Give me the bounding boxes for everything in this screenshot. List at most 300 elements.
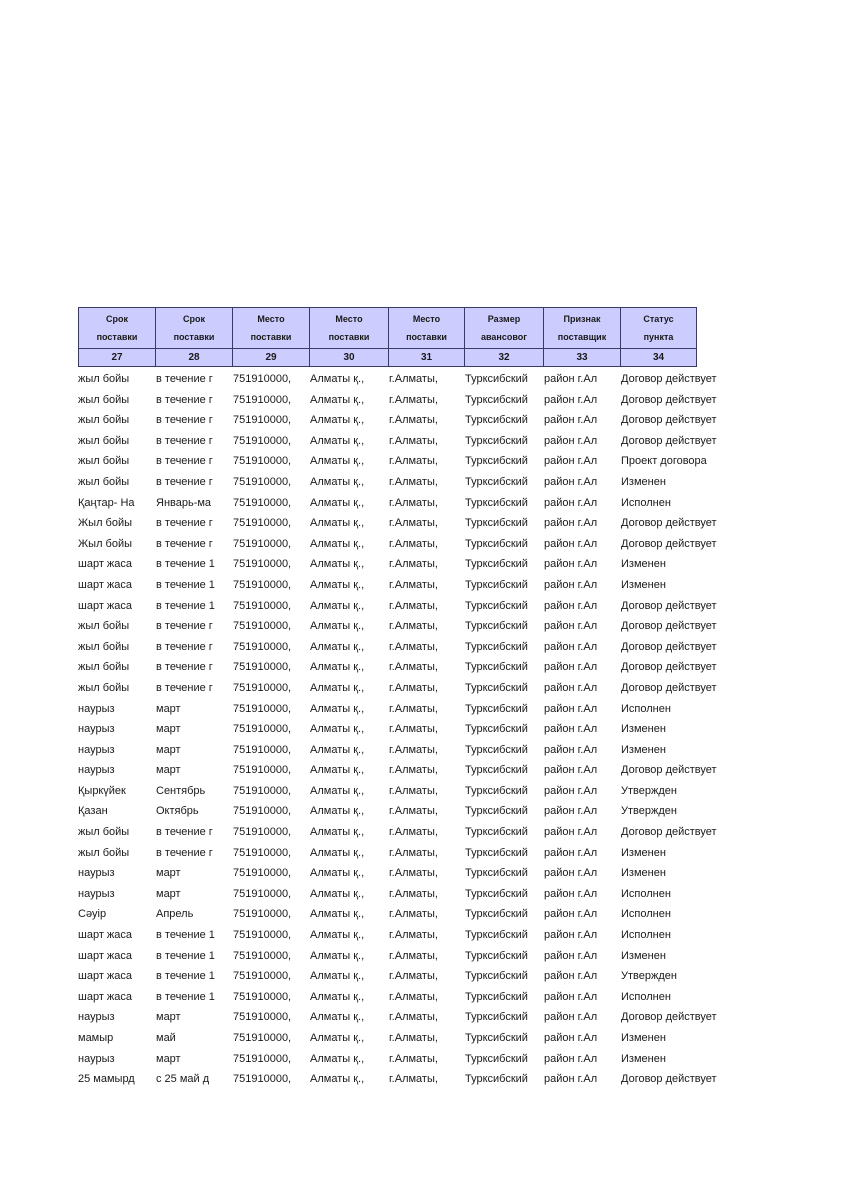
table-cell: 751910000,	[233, 517, 292, 530]
table-cell: март	[156, 1011, 181, 1024]
table-row	[78, 966, 798, 987]
column-number: 34	[621, 349, 697, 367]
table-cell: жыл бойы	[78, 455, 130, 468]
table-cell: наурыз	[78, 1052, 115, 1065]
table-cell: Договор действует	[621, 434, 717, 447]
table-cell: в течение г	[156, 537, 213, 550]
table-cell: г.Алматы,	[389, 434, 438, 447]
table-cell: г.Алматы,	[389, 393, 438, 406]
table-cell: Алматы қ.,	[310, 558, 365, 571]
table-row	[78, 925, 798, 946]
table-cell: г.Алматы,	[389, 702, 438, 715]
table-cell: с 25 май д	[156, 1073, 210, 1086]
table-cell: Алматы қ.,	[310, 1011, 365, 1024]
table-cell: район г.Ал	[544, 908, 598, 921]
table-cell: Алматы қ.,	[310, 1052, 365, 1065]
table-cell: Турксибский	[465, 846, 528, 859]
table-cell: жыл бойы	[78, 681, 130, 694]
table-cell: в течение 1	[156, 949, 215, 962]
table-row	[78, 451, 798, 472]
table-cell: Алматы қ.,	[310, 784, 365, 797]
table-row	[78, 575, 798, 596]
table-cell: наурыз	[78, 702, 115, 715]
table-cell: Апрель	[156, 908, 194, 921]
table-cell: г.Алматы,	[389, 764, 438, 777]
table-cell: г.Алматы,	[389, 414, 438, 427]
table-cell: жыл бойы	[78, 414, 130, 427]
table-cell: Исполнен	[621, 496, 671, 509]
table-cell: Алматы қ.,	[310, 867, 365, 880]
table-row	[78, 678, 798, 699]
table-cell: Алматы қ.,	[310, 661, 365, 674]
table-cell: 751910000,	[233, 970, 292, 983]
table-cell: Договор действует	[621, 414, 717, 427]
table-cell: 751910000,	[233, 764, 292, 777]
table-cell: район г.Ал	[544, 1011, 598, 1024]
table-cell: жыл бойы	[78, 640, 130, 653]
table-cell: март	[156, 723, 181, 736]
table-cell: г.Алматы,	[389, 908, 438, 921]
table-cell: Алматы қ.,	[310, 887, 365, 900]
table-cell: наурыз	[78, 867, 115, 880]
header-title-row	[79, 308, 697, 349]
table-cell: Турксибский	[465, 496, 528, 509]
table-cell: наурыз	[78, 1011, 115, 1024]
table-cell: г.Алматы,	[389, 475, 438, 488]
table-cell: г.Алматы,	[389, 723, 438, 736]
table-cell: Турксибский	[465, 681, 528, 694]
table-row	[78, 513, 798, 534]
table-row	[78, 904, 798, 925]
column-number: 28	[156, 349, 233, 367]
table-cell: 751910000,	[233, 929, 292, 942]
table-cell: район г.Ал	[544, 846, 598, 859]
table-cell: 751910000,	[233, 723, 292, 736]
table-cell: Договор действует	[621, 620, 717, 633]
table-row	[78, 410, 798, 431]
table-cell: Алматы қ.,	[310, 496, 365, 509]
table-cell: Договор действует	[621, 681, 717, 694]
table-row	[78, 554, 798, 575]
table-cell: жыл бойы	[78, 846, 130, 859]
table-cell: район г.Ал	[544, 578, 598, 591]
header-number-row	[79, 349, 697, 367]
table-cell: Исполнен	[621, 990, 671, 1003]
table-cell: Алматы қ.,	[310, 846, 365, 859]
table-row	[78, 699, 798, 720]
table-cell: Изменен	[621, 558, 666, 571]
table-cell: 751910000,	[233, 578, 292, 591]
table-cell: Турксибский	[465, 908, 528, 921]
table-cell: 751910000,	[233, 661, 292, 674]
table-cell: Договор действует	[621, 1073, 717, 1086]
table-cell: Изменен	[621, 1032, 666, 1044]
table-cell: 751910000,	[233, 434, 292, 447]
table-cell: район г.Ал	[544, 661, 598, 674]
table-cell: Турксибский	[465, 455, 528, 468]
table-cell: Турксибский	[465, 887, 528, 900]
table-cell: г.Алматы,	[389, 558, 438, 571]
table-cell: 751910000,	[233, 414, 292, 427]
table-cell: Турксибский	[465, 578, 528, 591]
table-row	[78, 616, 798, 637]
table-cell: Изменен	[621, 475, 666, 488]
table-cell: Турксибский	[465, 537, 528, 550]
table-cell: наурыз	[78, 723, 115, 736]
table-cell: 751910000,	[233, 702, 292, 715]
table-cell: в течение 1	[156, 578, 215, 591]
table-cell: Исполнен	[621, 908, 671, 921]
table-cell: Алматы қ.,	[310, 414, 365, 427]
table-cell: шарт жаса	[78, 929, 133, 942]
table-cell: район г.Ал	[544, 929, 598, 942]
table-cell: мамыр	[78, 1032, 114, 1044]
table-cell: 751910000,	[233, 867, 292, 880]
table-cell: г.Алматы,	[389, 1073, 438, 1086]
table-cell: Алматы қ.,	[310, 393, 365, 406]
table-row	[78, 719, 798, 740]
table-cell: шарт жаса	[78, 949, 133, 962]
table-cell: март	[156, 743, 181, 756]
column-number: 29	[233, 349, 310, 367]
table-row	[78, 431, 798, 452]
table-cell: Турксибский	[465, 867, 528, 880]
table-cell: Алматы қ.,	[310, 929, 365, 942]
table-cell: 751910000,	[233, 846, 292, 859]
table-cell: в течение г	[156, 846, 213, 859]
table-cell: г.Алматы,	[389, 620, 438, 633]
table-cell: Договор действует	[621, 764, 717, 777]
table-cell: район г.Ал	[544, 1073, 598, 1086]
table-cell: Договор действует	[621, 373, 717, 385]
table-cell: Алматы қ.,	[310, 681, 365, 694]
table-row	[78, 884, 798, 905]
table-cell: 751910000,	[233, 558, 292, 571]
table-cell: Алматы қ.,	[310, 743, 365, 756]
table-cell: район г.Ал	[544, 867, 598, 880]
table-cell: Договор действует	[621, 661, 717, 674]
table-cell: 751910000,	[233, 805, 292, 818]
header-cell: Срок поставки	[79, 308, 156, 349]
table-cell: Договор действует	[621, 599, 717, 612]
table-cell: в течение 1	[156, 990, 215, 1003]
table-cell: район г.Ал	[544, 475, 598, 488]
table-cell: шарт жаса	[78, 990, 133, 1003]
table-cell: Турксибский	[465, 620, 528, 633]
table-cell: Сентябрь	[156, 784, 206, 797]
table-cell: район г.Ал	[544, 1032, 598, 1044]
table-cell: 751910000,	[233, 908, 292, 921]
table-cell: Турксибский	[465, 929, 528, 942]
table-row	[78, 760, 798, 781]
table-cell: Турксибский	[465, 517, 528, 530]
table-cell: район г.Ал	[544, 414, 598, 427]
table-cell: март	[156, 887, 181, 900]
table-cell: Утвержден	[621, 970, 677, 983]
table-cell: Утвержден	[621, 784, 677, 797]
table-cell: Договор действует	[621, 393, 717, 406]
table-cell: жыл бойы	[78, 826, 130, 839]
table-cell: Қыркүйек	[78, 784, 126, 797]
table-row	[78, 843, 798, 864]
column-number: 32	[465, 349, 544, 367]
table-row	[78, 472, 798, 493]
table-cell: г.Алматы,	[389, 681, 438, 694]
table-cell: март	[156, 867, 181, 880]
table-cell: Алматы қ.,	[310, 723, 365, 736]
table-cell: район г.Ал	[544, 887, 598, 900]
table-cell: Договор действует	[621, 517, 717, 530]
table-cell: шарт жаса	[78, 558, 133, 571]
table-cell: в течение г	[156, 393, 213, 406]
table-row	[78, 390, 798, 411]
table-cell: Изменен	[621, 743, 666, 756]
table-row	[78, 987, 798, 1008]
table-cell: Турксибский	[465, 1032, 528, 1044]
table-cell: район г.Ал	[544, 558, 598, 571]
table-cell: район г.Ал	[544, 517, 598, 530]
table-cell: в течение г	[156, 455, 213, 468]
table-row	[78, 637, 798, 658]
table-cell: Исполнен	[621, 702, 671, 715]
table-cell: район г.Ал	[544, 949, 598, 962]
table-cell: г.Алматы,	[389, 990, 438, 1003]
table-cell: г.Алматы,	[389, 537, 438, 550]
table-cell: Турксибский	[465, 949, 528, 962]
table-cell: Турксибский	[465, 373, 528, 385]
table-row	[78, 781, 798, 802]
table-cell: Проект договора	[621, 455, 707, 468]
table-cell: наурыз	[78, 764, 115, 777]
table-cell: Алматы қ.,	[310, 640, 365, 653]
table-cell: район г.Ал	[544, 970, 598, 983]
table-cell: Турксибский	[465, 970, 528, 983]
table-cell: Договор действует	[621, 1011, 717, 1024]
header-cell: Размер авансовог	[465, 308, 544, 349]
header-cell: Срок поставки	[156, 308, 233, 349]
table-row	[78, 740, 798, 761]
table-row	[78, 369, 798, 390]
table-cell: г.Алматы,	[389, 373, 438, 385]
table-cell: 751910000,	[233, 1032, 292, 1044]
table-cell: жыл бойы	[78, 434, 130, 447]
table-cell: Алматы қ.,	[310, 970, 365, 983]
table-cell: Исполнен	[621, 929, 671, 942]
table-cell: жыл бойы	[78, 393, 130, 406]
table-cell: Турксибский	[465, 414, 528, 427]
table-cell: в течение г	[156, 434, 213, 447]
table-row	[78, 1007, 798, 1028]
table-cell: г.Алматы,	[389, 661, 438, 674]
table-cell: район г.Ал	[544, 826, 598, 839]
table-cell: район г.Ал	[544, 990, 598, 1003]
table-cell: жыл бойы	[78, 373, 130, 385]
table-cell: Турксибский	[465, 558, 528, 571]
column-number: 31	[389, 349, 465, 367]
table-cell: Изменен	[621, 578, 666, 591]
table-cell: в течение г	[156, 826, 213, 839]
table-cell: Изменен	[621, 1052, 666, 1065]
header-cell: Место поставки	[310, 308, 389, 349]
table-cell: г.Алматы,	[389, 599, 438, 612]
table-row	[78, 596, 798, 617]
table-row	[78, 801, 798, 822]
column-number: 33	[544, 349, 621, 367]
table-cell: в течение г	[156, 661, 213, 674]
header-cell: Место поставки	[233, 308, 310, 349]
table-cell: Алматы қ.,	[310, 1032, 365, 1044]
table-cell: 751910000,	[233, 640, 292, 653]
table-cell: район г.Ал	[544, 805, 598, 818]
table-cell: Алматы қ.,	[310, 764, 365, 777]
table-cell: Турксибский	[465, 1052, 528, 1065]
table-cell: г.Алматы,	[389, 743, 438, 756]
table-cell: Турксибский	[465, 640, 528, 653]
table-row	[78, 946, 798, 967]
table-cell: Алматы қ.,	[310, 620, 365, 633]
table-cell: район г.Ал	[544, 537, 598, 550]
table-cell: 751910000,	[233, 887, 292, 900]
table-cell: Алматы қ.,	[310, 434, 365, 447]
table-cell: наурыз	[78, 887, 115, 900]
table-cell: район г.Ал	[544, 434, 598, 447]
table-cell: г.Алматы,	[389, 949, 438, 962]
table-row	[78, 1049, 798, 1070]
table-cell: Исполнен	[621, 887, 671, 900]
table-cell: Изменен	[621, 949, 666, 962]
table-cell: Алматы қ.,	[310, 908, 365, 921]
table-row	[78, 1069, 798, 1090]
table-cell: Алматы қ.,	[310, 990, 365, 1003]
table-cell: район г.Ал	[544, 1052, 598, 1065]
table-cell: жыл бойы	[78, 620, 130, 633]
column-number: 27	[79, 349, 156, 367]
table-cell: район г.Ал	[544, 681, 598, 694]
table-cell: в течение г	[156, 373, 213, 385]
table-cell: г.Алматы,	[389, 1052, 438, 1065]
table-cell: Турксибский	[465, 805, 528, 818]
table-cell: в течение г	[156, 475, 213, 488]
table-cell: Алматы қ.,	[310, 599, 365, 612]
table-cell: Қаңтар- На	[78, 496, 135, 509]
table-row	[78, 534, 798, 555]
table-cell: в течение г	[156, 517, 213, 530]
table-cell: г.Алматы,	[389, 846, 438, 859]
header-cell: Место поставки	[389, 308, 465, 349]
spreadsheet-page	[78, 307, 798, 1090]
table-cell: г.Алматы,	[389, 784, 438, 797]
table-cell: в течение г	[156, 681, 213, 694]
table-cell: район г.Ал	[544, 764, 598, 777]
table-cell: Жыл бойы	[78, 537, 133, 550]
table-cell: г.Алматы,	[389, 805, 438, 818]
table-cell: жыл бойы	[78, 475, 130, 488]
table-cell: г.Алматы,	[389, 1032, 438, 1044]
table-cell: район г.Ал	[544, 723, 598, 736]
table-cell: в течение г	[156, 620, 213, 633]
table-cell: Алматы қ.,	[310, 805, 365, 818]
table-cell: 751910000,	[233, 373, 292, 385]
table-cell: март	[156, 764, 181, 777]
table-cell: 751910000,	[233, 1073, 292, 1086]
table-cell: Алматы қ.,	[310, 517, 365, 530]
table-cell: Утвержден	[621, 805, 677, 818]
table-cell: в течение г	[156, 414, 213, 427]
table-cell: Турксибский	[465, 743, 528, 756]
table-cell: Алматы қ.,	[310, 537, 365, 550]
table-cell: Турксибский	[465, 826, 528, 839]
table-cell: г.Алматы,	[389, 887, 438, 900]
table-cell: район г.Ал	[544, 620, 598, 633]
table-cell: Алматы қ.,	[310, 826, 365, 839]
table-cell: 751910000,	[233, 393, 292, 406]
table-cell: Изменен	[621, 846, 666, 859]
table-cell: Турксибский	[465, 723, 528, 736]
table-row	[78, 657, 798, 678]
table-cell: шарт жаса	[78, 970, 133, 983]
table-cell: 751910000,	[233, 599, 292, 612]
table-cell: Турксибский	[465, 599, 528, 612]
table-cell: Договор действует	[621, 826, 717, 839]
table-cell: 751910000,	[233, 496, 292, 509]
table-cell: г.Алматы,	[389, 867, 438, 880]
table-cell: май	[156, 1032, 176, 1044]
table-cell: март	[156, 702, 181, 715]
data-rows	[78, 369, 798, 1090]
table-cell: Жыл бойы	[78, 517, 133, 530]
column-number: 30	[310, 349, 389, 367]
table-cell: Турксибский	[465, 1011, 528, 1024]
table-cell: Изменен	[621, 723, 666, 736]
table-cell: в течение 1	[156, 929, 215, 942]
table-cell: район г.Ал	[544, 702, 598, 715]
table-cell: г.Алматы,	[389, 929, 438, 942]
header-cell: Статус пункта	[621, 308, 697, 349]
table-cell: Турксибский	[465, 702, 528, 715]
table-cell: Алматы қ.,	[310, 373, 365, 385]
table-row	[78, 1028, 798, 1049]
table-cell: Турксибский	[465, 475, 528, 488]
table-cell: г.Алматы,	[389, 1011, 438, 1024]
table-cell: г.Алматы,	[389, 640, 438, 653]
table-cell: Алматы қ.,	[310, 475, 365, 488]
table-cell: наурыз	[78, 743, 115, 756]
table-cell: Январь-ма	[156, 496, 212, 509]
table-cell: г.Алматы,	[389, 970, 438, 983]
table-cell: шарт жаса	[78, 578, 133, 591]
table-cell: Турксибский	[465, 393, 528, 406]
table-cell: 751910000,	[233, 1011, 292, 1024]
table-cell: 751910000,	[233, 455, 292, 468]
table-cell: Изменен	[621, 867, 666, 880]
table-cell: Договор действует	[621, 640, 717, 653]
table-cell: 751910000,	[233, 475, 292, 488]
table-cell: район г.Ал	[544, 393, 598, 406]
table-cell: г.Алматы,	[389, 496, 438, 509]
table-cell: 751910000,	[233, 990, 292, 1003]
table-cell: район г.Ал	[544, 784, 598, 797]
table-cell: 751910000,	[233, 537, 292, 550]
table-cell: район г.Ал	[544, 373, 598, 385]
table-cell: район г.Ал	[544, 599, 598, 612]
table-cell: 751910000,	[233, 1052, 292, 1065]
table-cell: Алматы қ.,	[310, 949, 365, 962]
table-cell: Турксибский	[465, 1073, 528, 1086]
table-cell: Алматы қ.,	[310, 702, 365, 715]
table-cell: жыл бойы	[78, 661, 130, 674]
table-cell: в течение 1	[156, 599, 215, 612]
table-cell: Турксибский	[465, 784, 528, 797]
